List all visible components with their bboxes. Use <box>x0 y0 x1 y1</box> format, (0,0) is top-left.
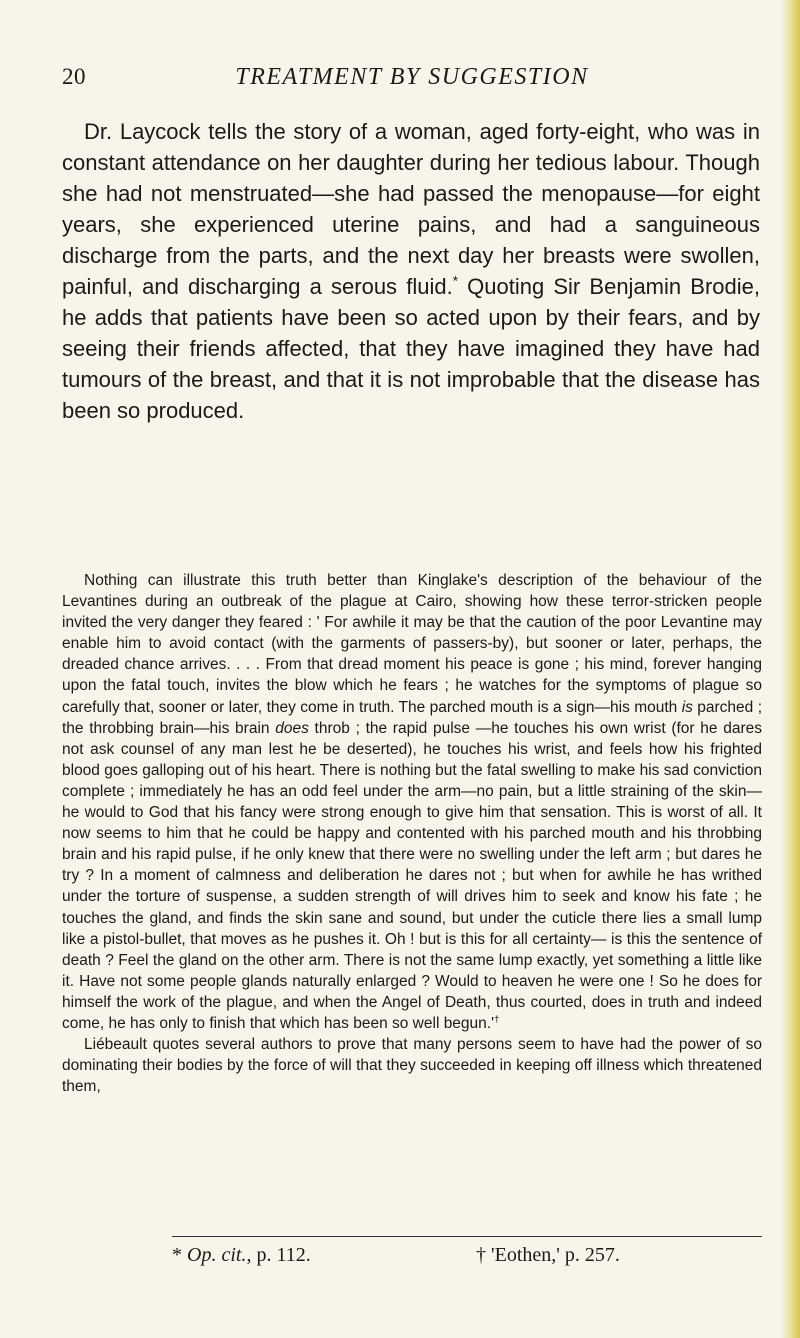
footnote-ref-2: † <box>494 1013 500 1025</box>
footnotes <box>172 1244 762 1270</box>
page-header <box>62 64 762 94</box>
kinglake-text-a: Nothing can illustrate this truth better than Kinglake's description of the behaviour of the Levantines during an outbreak of the plague at Cairo, showing how these terror-stricken people invited the very danger they feared : ' For awhile it may be that the caution of the poor Levantine may enable him to avoid contact (with the garments of passers-by), but sooner or later, perhaps, the dreaded chance arrives. . . . From that dread moment his peace is gone ; his mind, forever hanging upon the fatal touch, invites the blow which he fears ; he watches for the symptoms of plague so carefully that, sooner or later, they come in truth. The parched mouth is a sign—his mouth <box>62 572 762 716</box>
liebeault-paragraph: Liébeault quotes several authors to prove that many persons seem to have had the power of so dominating their bodies by the force of will that they succeeded in keeping off illness which threatened them, <box>62 1036 762 1096</box>
footnote-1-citation: Op. cit. <box>187 1244 247 1266</box>
kinglake-text-c: throb ; the rapid pulse —he touches his own wrist (for he dares not ask counsel of any man lest he be deserted), he touches his wrist, and feels how his frighted blood goes galloping out of his heart. There is nothing but the fatal swelling to make his sad conviction complete ; immediately he has an odd feel under the arm—no pain, but a little straining of the skin—he would to God that his fancy were strong enough to give him that sensation. This is worst of all. It now seems to him that he could be happy and contented with his parched mouth and his throbbing brain and his rapid pulse, if he only knew that there were no swelling under the left arm ; but dares he try ? In a moment of calmness and deliberation he dares not ; but when for awhile he has writhed under the torture of suspense, a sudden strength of will drives him to seek and know his fate ; he touches the gland, and finds the skin sane and sound, but under the cuticle there lies a small lump like a pistol-bullet, that moves as he pushes it. Oh ! but is this for all certainty— is this the sentence of death ? Feel the gland on the other arm. There is not the same lump exactly, yet something a little like it. Have not some people glands naturally enlarged ? Would to heaven he were one ! So he does for himself the work of the plague, and when the Angel of Death, thus courted, does in truth and indeed come, he has only to finish that which has been so well begun.' <box>62 719 762 1032</box>
footnote-2-marker: † <box>476 1244 486 1266</box>
footnote-ref-1: * <box>452 273 458 289</box>
quotation-block <box>62 570 762 1097</box>
footnote-1-page: , p. 112. <box>246 1244 311 1266</box>
kinglake-italic-does: does <box>275 719 309 737</box>
footnote-1 <box>172 1244 311 1267</box>
footnote-1-marker: * <box>172 1244 182 1266</box>
footnote-2 <box>476 1244 620 1267</box>
page-edge <box>782 0 800 1338</box>
kinglake-text-b: parched ; the throbbing brain—his brain <box>62 698 762 737</box>
kinglake-paragraph <box>62 570 762 1034</box>
running-head: TREATMENT BY SUGGESTION <box>235 64 589 90</box>
footnote-2-text: 'Eothen,' p. 257. <box>486 1244 620 1266</box>
main-paragraph <box>62 116 760 426</box>
main-paragraph-text: Dr. Laycock tells the story of a woman, aged forty-eight, who was in constant attendance on her daughter during her tedious labour. Though she had not menstruated—she had passed the menopause—for eight years, she experienced uterine pains, and had a sanguineous discharge from the parts, and the next day her breasts were swollen, painful, and discharging a serous fluid. <box>62 119 760 299</box>
main-paragraph-continuation: Quoting Sir Benjamin Brodie, he adds that patients have been so acted upon by their fears, and by seeing their friends affected, that they have imagined they have had tumours of the breast, and that it is not improbable that the disease has been so produced. <box>62 274 760 423</box>
kinglake-italic-is: is <box>681 698 693 716</box>
page-number: 20 <box>62 64 86 89</box>
footnote-divider <box>172 1236 762 1237</box>
